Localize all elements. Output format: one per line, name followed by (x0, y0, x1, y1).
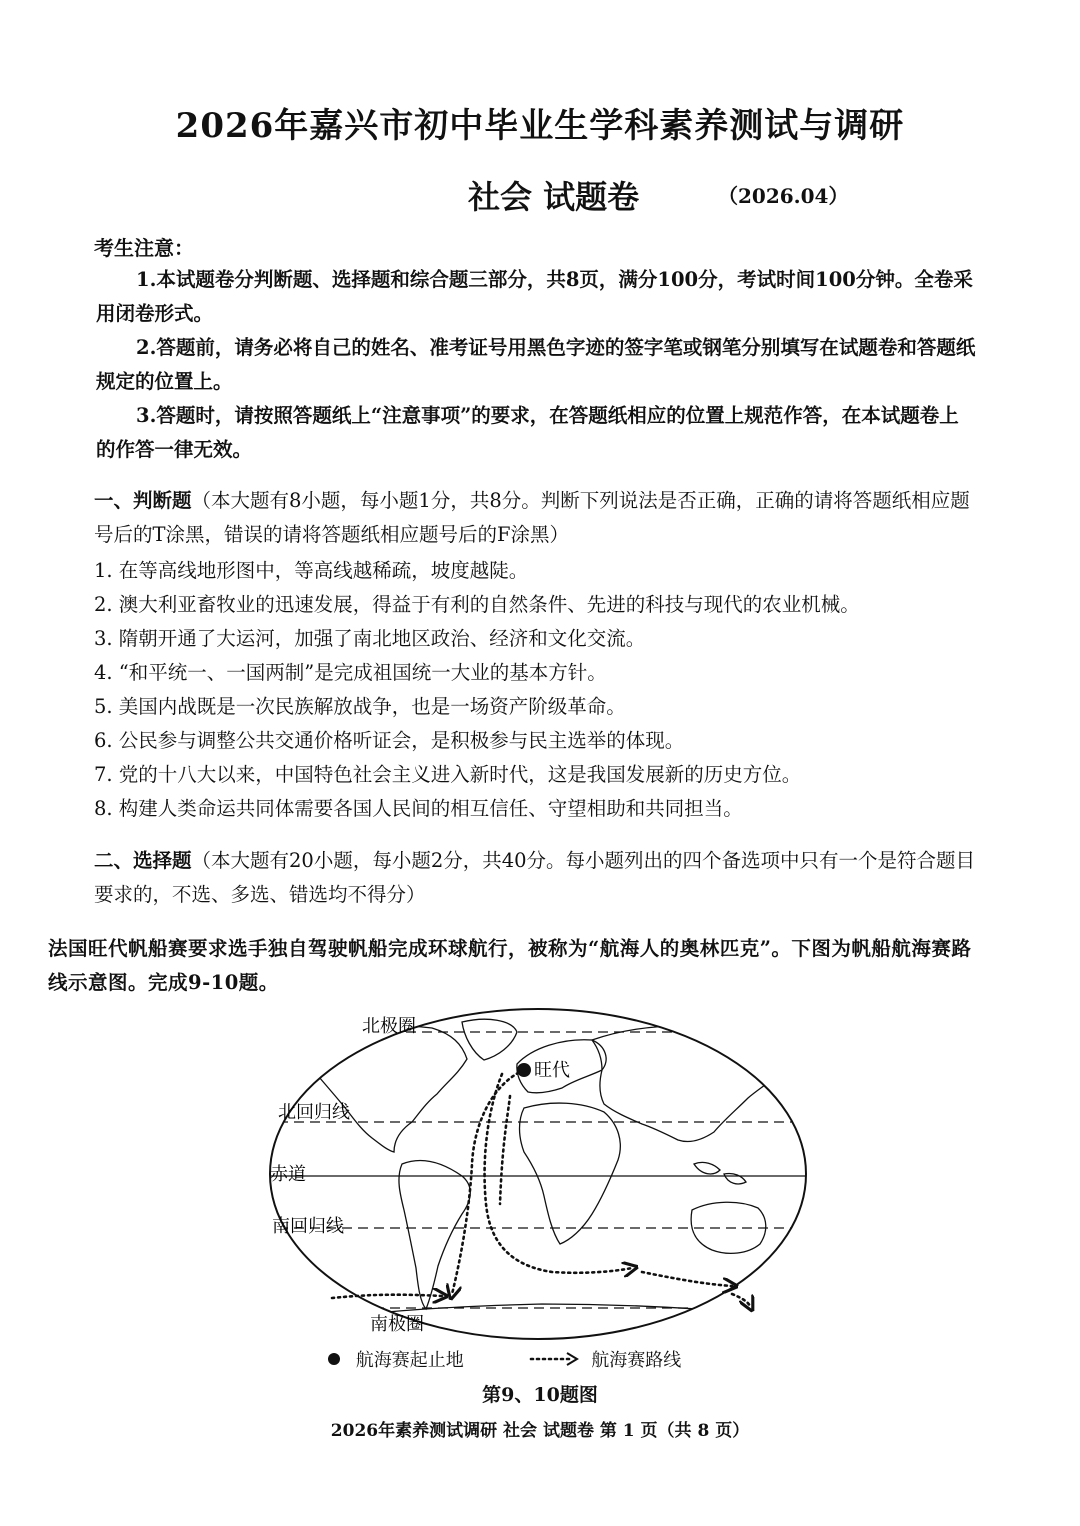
legend-route-label: 航海赛路线 (591, 1350, 682, 1371)
notice-item-1-text: 1.本试题卷分判断题、选择题和综合题三部分，共8页，满分100分，考试时间100分钟。全卷采用闭卷形式。 (96, 268, 973, 325)
question-7: 7. 党的十八大以来，中国特色社会主义进入新时代，这是我国发展新的历史方位。 (94, 763, 802, 786)
page-footer: 2026年素养测试调研 社会 试题卷 第 1 页（共 8 页） (330, 1421, 750, 1441)
notice-item-3-text: 3.答题时，请按照答题纸上“注意事项”的要求，在答题纸相应的位置上规范作答，在本试题卷上的作答一律无效。 (96, 404, 959, 461)
tropic-of-cancer-label: 北回归线 (278, 1102, 350, 1123)
question-8: 8. 构建人类命运共同体需要各国人民间的相互信任、守望相助和共同担当。 (94, 797, 743, 820)
section2-heading: 二、选择题 (94, 849, 192, 872)
start-point-marker (517, 1063, 531, 1077)
questions-9-10-intro: 法国旺代帆船赛要求选手独自驾驶帆船完成环球航行，被称为“航海人的奥林匹克”。下图为帆船航海赛路线示意图。完成9-10题。 (48, 937, 972, 994)
question-6: 6. 公民参与调整公共交通价格听证会，是积极参与民主选举的体现。 (94, 729, 685, 752)
notice-heading: 考生注意： (94, 236, 194, 260)
notice-item-3 (96, 399, 976, 467)
question-2: 2. 澳大利亚畜牧业的迅速发展，得益于有利的自然条件、先进的科技与现代的农业机械。 (94, 593, 860, 616)
map-legend (326, 1346, 681, 1372)
tropic-of-capricorn-label: 南回归线 (272, 1216, 344, 1237)
section2-desc: （本大题有20小题，每小题2分，共40分。每小题列出的四个备选项中只有一个是符合题目要求的，不选、多选、错选均不得分） (94, 849, 976, 906)
section1-header (94, 484, 978, 552)
figure-caption: 第9、10题图 (482, 1384, 598, 1406)
legend-route-icon (529, 1351, 581, 1367)
question-3: 3. 隋朝开通了大运河，加强了南北地区政治、经济和文化交流。 (94, 627, 646, 650)
exam-title: 2026年嘉兴市初中毕业生学科素养测试与调研 (175, 106, 905, 146)
new-zealand-landmass (780, 1250, 787, 1274)
antarctic-circle-label: 南极圈 (370, 1314, 424, 1335)
exam-subtitle: 社会 试题卷 (468, 178, 640, 216)
question-5: 5. 美国内战既是一次民族解放战争，也是一场资产阶级革命。 (94, 695, 626, 718)
legend-start-label: 航海赛起止地 (355, 1350, 464, 1371)
section1-heading: 一、判断题 (94, 489, 192, 512)
section2-header (94, 844, 978, 912)
exam-date: （2026.04） (718, 184, 849, 208)
notice-item-2 (96, 331, 976, 399)
notice-item-1 (96, 263, 976, 331)
question-4: 4. “和平统一、一国两制”是完成祖国统一大业的基本方针。 (94, 661, 607, 684)
legend-dot-icon (326, 1351, 342, 1367)
question-1: 1. 在等高线地形图中，等高线越稀疏，坡度越陡。 (94, 559, 529, 582)
start-point-label: 旺代 (534, 1060, 570, 1081)
notice-item-2-text: 2.答题前，请务必将自己的姓名、准考证号用黑色字迹的签字笔或钢笔分别填写在试题卷和答题纸规定的位置上。 (96, 336, 976, 393)
equator-label: 赤道 (270, 1164, 306, 1185)
arctic-circle-label: 北极圈 (362, 1016, 416, 1037)
world-route-map (262, 1004, 814, 1344)
section1-desc: （本大题有8小题，每小题1分，共8分。判断下列说法是否正确，正确的请将答题纸相应题号后的T涂黑，错误的请将答题纸相应题号后的F涂黑） (94, 489, 970, 546)
